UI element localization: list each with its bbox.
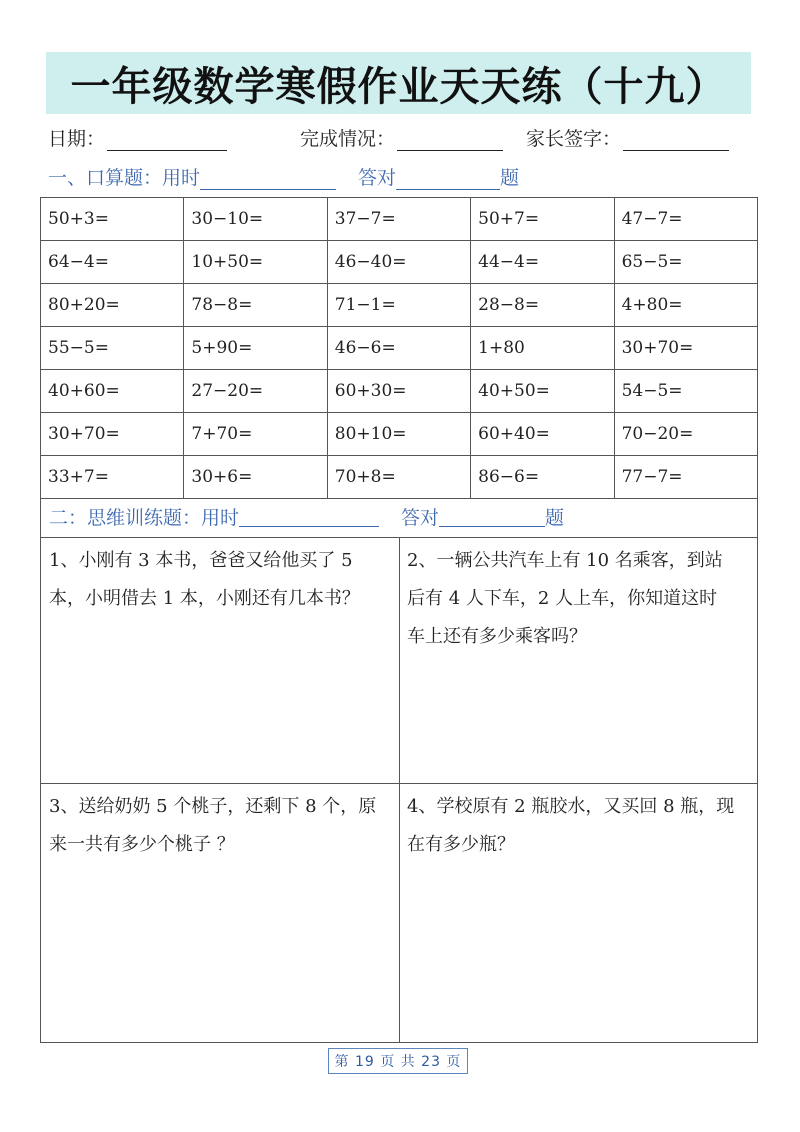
problem-2-line: 车上还有多少乘客吗？	[407, 626, 587, 647]
status-blank[interactable]	[397, 130, 503, 151]
problem-1-line: 1、小刚有 3 本书，爸爸又给他买了 5	[49, 550, 353, 571]
calc-cell: 50+3=	[41, 198, 184, 241]
calc-cell: 80+10=	[327, 413, 470, 456]
calc-cell: 71−1=	[327, 284, 470, 327]
calc-cell: 70+8=	[327, 456, 470, 499]
calc-cell: 30−10=	[184, 198, 327, 241]
calc-cell: 40+50=	[471, 370, 614, 413]
table-row	[41, 327, 758, 370]
calc-cell: 5+90=	[184, 327, 327, 370]
info-row	[48, 124, 753, 150]
calc-cell: 28−8=	[471, 284, 614, 327]
section2-correct-blank[interactable]	[439, 506, 545, 527]
calc-cell: 46−40=	[327, 241, 470, 284]
calc-cell: 4+80=	[614, 284, 757, 327]
section1-correct-label: 答对	[358, 167, 397, 189]
problem-1-line: 本，小明借去 1 本，小刚还有几本书？	[49, 588, 360, 609]
date-blank[interactable]	[107, 130, 227, 151]
problem-3-line: 3、送给奶奶 5 个桃子，还剩下 8 个，原	[49, 796, 377, 817]
parent-sign-label: 家长签字：	[526, 128, 622, 150]
calc-cell: 86−6=	[471, 456, 614, 499]
section2-time-blank[interactable]	[239, 506, 379, 527]
status-label: 完成情况：	[300, 128, 396, 150]
grid-divider-vertical	[399, 538, 400, 1042]
calc-cell: 70−20=	[614, 413, 757, 456]
page-number: 第 19 页 共 23 页	[328, 1048, 468, 1074]
problem-2-line: 后有 4 人下车，2 人上车，你知道这时	[407, 588, 718, 609]
calc-cell: 46−6=	[327, 327, 470, 370]
calc-cell: 77−7=	[614, 456, 757, 499]
calc-cell: 60+40=	[471, 413, 614, 456]
calc-cell: 80+20=	[41, 284, 184, 327]
calc-cell: 50+7=	[471, 198, 614, 241]
table-row	[41, 370, 758, 413]
problem-4[interactable]	[407, 788, 734, 864]
problem-4-line: 在有多少瓶？	[407, 834, 515, 855]
calc-cell: 44−4=	[471, 241, 614, 284]
section2-label: 二：思维训练题：用时	[49, 507, 240, 529]
problem-2[interactable]	[407, 542, 723, 656]
calc-cell: 30+70=	[614, 327, 757, 370]
word-problems-grid	[40, 538, 758, 1043]
date-label: 日期：	[48, 128, 106, 150]
calc-cell: 30+70=	[41, 413, 184, 456]
table-row	[41, 456, 758, 499]
parent-sign-field	[526, 124, 729, 151]
section1-header	[48, 162, 519, 190]
calc-cell: 10+50=	[184, 241, 327, 284]
table-row	[41, 241, 758, 284]
status-field	[300, 124, 503, 151]
table-row	[41, 413, 758, 456]
table-row	[41, 284, 758, 327]
calc-cell: 64−4=	[41, 241, 184, 284]
page-title: 一年级数学寒假作业天天练（十九）	[70, 63, 727, 110]
section1-time-blank[interactable]	[200, 169, 336, 190]
problem-3[interactable]	[49, 788, 376, 864]
calc-cell: 65−5=	[614, 241, 757, 284]
table-row	[41, 198, 758, 241]
problem-1[interactable]	[49, 542, 360, 618]
calc-cell: 55−5=	[41, 327, 184, 370]
problem-2-line: 2、一辆公共汽车上有 10 名乘客，到站	[407, 550, 723, 571]
section2-correct-label: 答对	[401, 507, 440, 529]
calc-cell: 37−7=	[327, 198, 470, 241]
title-banner	[46, 52, 751, 114]
calc-cell: 33+7=	[41, 456, 184, 499]
calc-cell: 27−20=	[184, 370, 327, 413]
calc-cell: 60+30=	[327, 370, 470, 413]
parent-sign-blank[interactable]	[623, 130, 729, 151]
calc-cell: 47−7=	[614, 198, 757, 241]
section1-unit: 题	[500, 167, 520, 189]
calc-cell: 30+6=	[184, 456, 327, 499]
mental-math-table	[40, 197, 758, 499]
section2-unit: 题	[545, 507, 565, 529]
date-field	[48, 124, 227, 151]
section1-correct-blank[interactable]	[396, 169, 500, 190]
section1-label: 一、口算题：用时	[48, 167, 201, 189]
problem-4-line: 4、学校原有 2 瓶胶水，又买回 8 瓶，现	[407, 796, 735, 817]
calc-cell: 7+70=	[184, 413, 327, 456]
calc-cell: 40+60=	[41, 370, 184, 413]
calc-cell: 78−8=	[184, 284, 327, 327]
problem-3-line: 来一共有多少个桃子 ？	[49, 834, 235, 855]
grid-divider-horizontal	[41, 783, 757, 784]
calc-cell: 54−5=	[614, 370, 757, 413]
section2-header	[40, 496, 758, 538]
calc-cell: 1+80	[471, 327, 614, 370]
